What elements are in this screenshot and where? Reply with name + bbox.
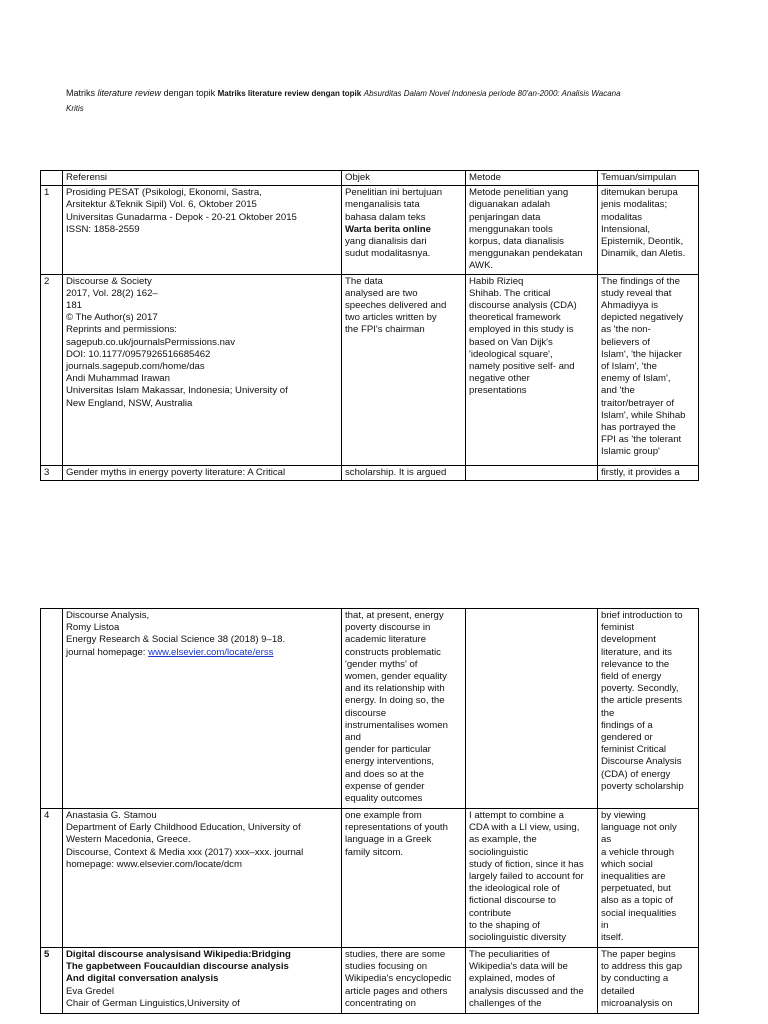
find-line: development xyxy=(601,634,656,646)
ref-line: Gender myths in energy poverty literature: A Critical xyxy=(66,466,286,478)
document-header xyxy=(66,86,706,116)
find-line: a vehicle through xyxy=(601,846,675,858)
temuan-cell xyxy=(598,274,699,465)
obj-line: and its relationship with xyxy=(345,683,445,695)
ref-line: Discourse & Society xyxy=(66,275,152,287)
obj-line: the FPI's chairman xyxy=(345,324,425,336)
find-line: poverty scholarship xyxy=(601,780,684,792)
find-line: literature, and its xyxy=(601,646,672,658)
obj-line: article pages and others xyxy=(345,985,448,997)
temuan-cell xyxy=(598,465,699,480)
find-line: poverty. Secondly, xyxy=(601,683,679,695)
find-line: field of energy xyxy=(601,671,662,683)
find-line: of Islam', 'the xyxy=(601,361,657,373)
met-line: presentations xyxy=(469,385,527,397)
met-line: contribute xyxy=(469,907,512,919)
find-line: inequalities are xyxy=(601,871,666,883)
find-line: depicted negatively xyxy=(601,312,684,324)
temuan-cell xyxy=(598,809,699,948)
find-line: as xyxy=(601,834,612,846)
obj-line: Penelitian ini bertujuan xyxy=(345,187,443,199)
obj-line: menganalisis tata xyxy=(345,199,420,211)
find-line: in xyxy=(601,919,609,931)
ref-line: Anastasia G. Stamou xyxy=(66,810,157,821)
ref-line: sagepub.co.uk/journalsPermissions.nav xyxy=(66,336,236,348)
met-line: largely failed to account for xyxy=(469,871,584,883)
ref-line: Universitas Islam Makassar, Indonesia; University of xyxy=(66,385,288,397)
met-line: analysis discussed and the xyxy=(469,985,584,997)
header-prefix: Matriks xyxy=(66,88,95,98)
header-cell-no xyxy=(41,171,63,186)
met-line: namely positive self- and xyxy=(469,361,575,373)
met-line: based on Van Dijk's xyxy=(469,336,553,348)
met-line: Shihab. The critical xyxy=(469,287,551,299)
obj-line: two articles written by xyxy=(345,312,437,324)
find-line: (CDA) of energy xyxy=(601,768,671,780)
obj-line: 'gender myths' of xyxy=(345,658,418,670)
metode-cell xyxy=(466,186,598,274)
find-line: to address this gap xyxy=(601,961,683,973)
obj-line: discourse xyxy=(345,707,387,719)
obj-line: bahasa dalam teks xyxy=(345,211,426,223)
ref-line: Energy Research & Social Science 38 (2018) 9–18. xyxy=(66,634,286,646)
find-line: the article presents xyxy=(601,695,683,707)
obj-line: academic literature xyxy=(345,634,427,646)
objek-cell xyxy=(342,465,466,480)
find-line: Dinamik, dan Aletis. xyxy=(601,248,686,260)
met-line: The peculiarities of xyxy=(469,949,550,960)
find-line: enemy of Islam', xyxy=(601,373,671,385)
objek-cell xyxy=(342,948,466,1014)
met-line: AWK. xyxy=(469,260,494,272)
find-line: Islam', 'the hijacker xyxy=(601,348,682,360)
temuan-cell xyxy=(598,186,699,274)
obj-line: women, gender equality xyxy=(345,671,447,683)
obj-line: concentrating on xyxy=(345,997,416,1009)
obj-line: gender for particular xyxy=(345,744,431,756)
ref-line: Department of Early Childhood Education, University of xyxy=(66,822,301,834)
obj-line: analysed are two xyxy=(345,287,418,299)
table-row xyxy=(41,186,699,274)
find-line: firstly, it provides a xyxy=(601,466,680,478)
obj-line: speeches delivered and xyxy=(345,300,447,312)
ref-cell xyxy=(63,186,342,274)
obj-line: energy interventions, xyxy=(345,756,435,768)
obj-line: expense of gender xyxy=(345,780,425,792)
ref-line: homepage: www.elsevier.com/locate/dcm xyxy=(66,858,242,870)
obj-line: and xyxy=(345,732,362,744)
ref-cell xyxy=(63,948,342,1014)
met-line: penjaringan data xyxy=(469,211,541,223)
obj-line: energy. In doing so, the xyxy=(345,695,445,707)
table-header-row xyxy=(41,171,699,186)
obj-line: studies focusing on xyxy=(345,961,428,973)
ref-line: Western Macedonia, Greece. xyxy=(66,834,191,846)
metode-cell xyxy=(466,948,598,1014)
metode-cell xyxy=(466,274,598,465)
obj-line: Wikipedia's encyclopedic xyxy=(345,973,452,985)
find-line: by conducting a xyxy=(601,973,669,985)
find-line: gendered or xyxy=(601,732,653,744)
find-line: jenis modalitas; xyxy=(601,199,668,211)
find-line: as 'the non- xyxy=(601,324,651,336)
find-line: feminist xyxy=(601,622,635,634)
met-line: theoretical framework xyxy=(469,312,561,324)
find-line: also as a topic of xyxy=(601,895,673,907)
ref-title-line: Digital discourse analysisand Wikipedia:Bridging xyxy=(66,949,291,960)
table-row xyxy=(41,465,699,480)
obj-line: language in a Greek xyxy=(345,834,432,846)
find-line: social inequalities xyxy=(601,907,677,919)
header-italic-term: literature review xyxy=(97,88,162,98)
header-cell-referensi: Referensi xyxy=(63,171,342,186)
ref-line: Universitas Gunadarma - Depok - 20-21 Oktober 2015 xyxy=(66,211,297,223)
obj-line: constructs problematic xyxy=(345,646,441,658)
find-line: relevance to the xyxy=(601,658,670,670)
met-line: employed in this study is xyxy=(469,324,574,336)
met-line: 'ideological square', xyxy=(469,348,553,360)
find-line: believers of xyxy=(601,336,651,348)
met-line: study of fiction, since it has xyxy=(469,858,584,870)
met-line: fictional discourse to xyxy=(469,895,556,907)
met-line: negative other xyxy=(469,373,530,385)
find-line: has portrayed the xyxy=(601,422,676,434)
find-line: by viewing xyxy=(601,810,646,821)
find-line: findings of a xyxy=(601,719,653,731)
obj-line: scholarship. It is argued xyxy=(345,466,447,478)
ref-line: Romy Listoa xyxy=(66,622,120,634)
ref-line: 2017, Vol. 28(2) 162– xyxy=(66,287,158,299)
find-line: The paper begins xyxy=(601,949,676,960)
temuan-cell xyxy=(598,948,699,1014)
obj-line: one example from xyxy=(345,810,422,821)
met-line: discourse analysis (CDA) xyxy=(469,300,577,312)
find-line: Intensional, xyxy=(601,223,651,235)
header-bold-repeat: Matriks literature review dengan topik xyxy=(217,89,362,98)
ref-line: 181 xyxy=(66,300,83,312)
objek-cell xyxy=(342,609,466,809)
met-line: menggunakan tools xyxy=(469,223,553,235)
ref-line: Eva Gredel xyxy=(66,985,114,997)
met-line: diguanakan adalah xyxy=(469,199,551,211)
objek-cell xyxy=(342,809,466,948)
obj-line: studies, there are some xyxy=(345,949,446,960)
obj-line: yang dianalisis dari xyxy=(345,236,427,248)
obj-line: sudut modalitasnya. xyxy=(345,248,431,260)
find-line: Islamic group' xyxy=(601,446,660,458)
find-line: Ahmadiyya is xyxy=(601,300,659,312)
find-line: Epistemik, Deontik, xyxy=(601,236,684,248)
ref-link-prefix: journal homepage: xyxy=(66,646,149,658)
ref-link-line xyxy=(66,647,338,659)
metode-cell xyxy=(466,465,598,480)
table-row xyxy=(41,809,699,948)
row-number: 3 xyxy=(41,465,63,480)
ref-line: journals.sagepub.com/home/das xyxy=(66,361,205,373)
ref-title-line: And digital conversation analysis xyxy=(66,973,219,985)
obj-line: family sitcom. xyxy=(345,846,404,858)
find-line: perpetuated, but xyxy=(601,883,671,895)
find-line: Islam', while Shihab xyxy=(601,409,686,421)
ref-line: © The Author(s) 2017 xyxy=(66,312,158,324)
met-line: Habib Rizieq xyxy=(469,275,524,287)
met-line: sociolinguistic xyxy=(469,846,529,858)
objek-cell xyxy=(342,274,466,465)
find-line: which social xyxy=(601,858,653,870)
ref-line: ISSN: 1858-2559 xyxy=(66,223,140,235)
table-row xyxy=(41,609,699,809)
find-line: Discourse Analysis xyxy=(601,756,682,768)
met-line: CDA with a LI view, using, xyxy=(469,822,580,834)
header-cell-objek: Objek xyxy=(342,171,466,186)
met-line: challenges of the xyxy=(469,997,542,1009)
ref-cell xyxy=(63,809,342,948)
met-line: Metode penelitian yang xyxy=(469,187,569,199)
metode-cell xyxy=(466,809,598,948)
find-line: and 'the xyxy=(601,385,635,397)
obj-bold-line: Warta berita online xyxy=(345,223,432,235)
ref-line: New England, NSW, Australia xyxy=(66,397,193,409)
obj-line: equality outcomes xyxy=(345,793,423,805)
table-row xyxy=(41,274,699,465)
met-line: menggunakan pendekatan xyxy=(469,248,583,260)
find-line: detailed xyxy=(601,985,635,997)
obj-line: that, at present, energy xyxy=(345,610,444,621)
ref-line: Discourse, Context & Media xxx (2017) xxx–xxx. journal xyxy=(66,846,304,858)
obj-line: The data xyxy=(345,275,383,287)
metode-cell xyxy=(466,609,598,809)
table-row xyxy=(41,948,699,1014)
met-line: the ideological role of xyxy=(469,883,560,895)
find-line: feminist Critical xyxy=(601,744,667,756)
met-line: I attempt to combine a xyxy=(469,810,564,821)
find-line: the xyxy=(601,707,615,719)
ref-line: Arsitektur &Teknik Sipil) Vol. 6, Oktober 2015 xyxy=(66,199,257,211)
obj-line: poverty discourse in xyxy=(345,622,431,634)
met-line: sociolinguistic diversity xyxy=(469,932,567,944)
row-number: 5 xyxy=(41,948,63,1014)
find-line: brief introduction to xyxy=(601,610,683,621)
find-line: language not only xyxy=(601,822,677,834)
temuan-cell xyxy=(598,609,699,809)
ref-line: DOI: 10.1177/0957926516685462 xyxy=(66,348,211,360)
find-line: itself. xyxy=(601,932,624,944)
ref-line: Chair of German Linguistics,University of xyxy=(66,997,240,1009)
obj-line: representations of youth xyxy=(345,822,448,834)
review-table-page2 xyxy=(40,608,699,1014)
find-line: study reveal that xyxy=(601,287,672,299)
find-line: modalitas xyxy=(601,211,643,223)
row-number xyxy=(41,609,63,809)
journal-homepage-link[interactable]: www.elsevier.com/locate/erss xyxy=(148,646,274,658)
find-line: The findings of the xyxy=(601,275,680,287)
ref-line: Discourse Analysis, xyxy=(66,610,150,621)
find-line: traitor/betrayer of xyxy=(601,397,675,409)
row-number: 1 xyxy=(41,186,63,274)
obj-line: and does so at the xyxy=(345,768,424,780)
header-connector: dengan topik xyxy=(163,88,216,98)
objek-cell xyxy=(342,186,466,274)
find-line: microanalysis on xyxy=(601,997,673,1009)
ref-cell xyxy=(63,274,342,465)
header-topic-line2: Kritis xyxy=(66,104,84,113)
obj-line: instrumentalises women xyxy=(345,719,448,731)
row-number: 4 xyxy=(41,809,63,948)
ref-line: Prosiding PESAT (Psikologi, Ekonomi, Sastra, xyxy=(66,187,262,199)
review-table-page1 xyxy=(40,170,699,481)
met-line: to the shaping of xyxy=(469,919,540,931)
find-line: FPI as 'the tolerant xyxy=(601,434,682,446)
header-topic-line1: Absurditas Dalam Novel Indonesia periode 80'an-2000: Analisis Wacana xyxy=(363,89,621,98)
met-line: explained, modes of xyxy=(469,973,555,985)
ref-line: Andi Muhammad Irawan xyxy=(66,373,170,385)
ref-line: Reprints and permissions: xyxy=(66,324,177,336)
row-number: 2 xyxy=(41,274,63,465)
ref-cell xyxy=(63,609,342,809)
met-line: korpus, data dianalisis xyxy=(469,236,564,248)
ref-title-line: The gapbetween Foucauldian discourse analysis xyxy=(66,961,289,973)
met-line: Wikipedia's data will be xyxy=(469,961,568,973)
find-line: ditemukan berupa xyxy=(601,187,678,199)
ref-cell xyxy=(63,465,342,480)
met-line: as example, the xyxy=(469,834,537,846)
header-cell-metode: Metode xyxy=(466,171,598,186)
header-cell-temuan: Temuan/simpulan xyxy=(598,171,699,186)
